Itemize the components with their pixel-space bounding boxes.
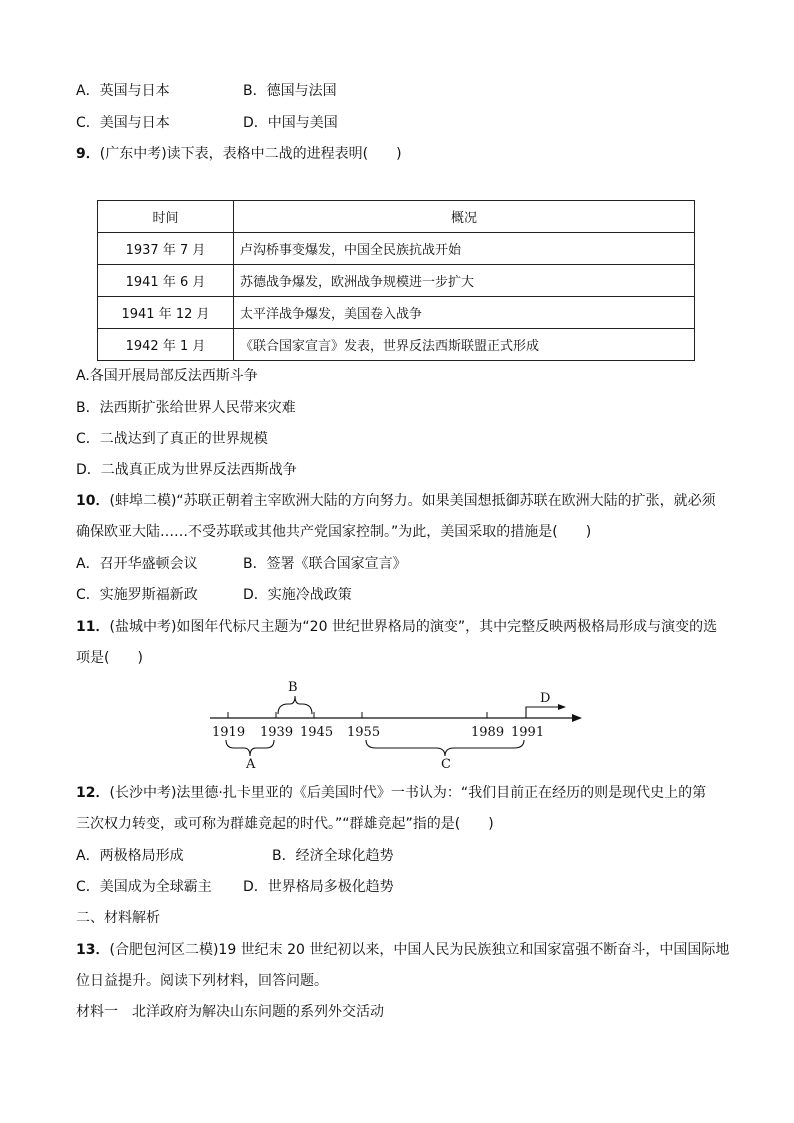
q8-option-d: D．中国与美国: [243, 115, 338, 131]
marker-d: [526, 707, 560, 718]
label-d: D: [540, 691, 551, 706]
q9-text: (广东中考)读下表，表格中二战的进程表明( ): [99, 146, 402, 162]
label-b: B: [288, 680, 298, 695]
year-1991: 1991: [511, 725, 545, 740]
q12-options-row2: [76, 877, 394, 897]
q10-options-row2: [76, 585, 352, 605]
q10-option-b: B．签署《联合国家宣言》: [243, 556, 407, 572]
q8-options-row2: [76, 113, 338, 133]
q11-stem-line1: [76, 617, 717, 637]
q10-option-d: D．实施冷战政策: [243, 587, 352, 603]
table-header-overview: 概况: [234, 201, 695, 233]
q13-material1: 材料一 北洋政府为解决山东问题的系列外交活动: [76, 1004, 384, 1020]
q13-stem-line2: 位日益提升。阅读下列材料，回答问题。: [76, 973, 328, 989]
q13-number: 13．: [76, 942, 110, 958]
q9-number: 9．: [76, 146, 100, 162]
q12-stem-line2: 三次权力转变，或可称为群雄竞起的时代。”“群雄竞起”指的是( ): [76, 816, 494, 832]
q12-option-a: A．两极格局形成: [76, 848, 184, 864]
q12-option-b: B．经济全球化趋势: [272, 848, 394, 864]
table-cell-overview: 苏德战争爆发，欧洲战争规模进一步扩大: [234, 265, 695, 297]
section-heading: 二、材料解析: [76, 910, 160, 926]
table-header-time: 时间: [98, 201, 234, 233]
table-cell-time: 1941 年 12 月: [98, 297, 234, 329]
q9-option-b: B．法西斯扩张给世界人民带来灾难: [76, 400, 296, 416]
q11-text-line1: (盐城中考)如图年代标尺主题为“20 世纪世界格局的演变”，其中完整反映两极格局形成与演变的选: [109, 619, 718, 635]
q9-table: [97, 200, 695, 361]
year-1939: 1939: [260, 725, 294, 740]
table-cell-overview: 太平洋战争爆发，美国卷入战争: [234, 297, 695, 329]
q11-timeline-figure: [200, 676, 600, 772]
year-1955: 1955: [347, 725, 381, 740]
brace-b: [278, 696, 312, 714]
q8-option-a: A．英国与日本: [76, 83, 170, 99]
q12-stem-line1: [76, 783, 706, 803]
q12-option-d: D．世界格局多极化趋势: [243, 879, 394, 895]
q8-options-row1: [76, 81, 337, 101]
q12-text-line1: (长沙中考)法里德·扎卡里亚的《后美国时代》一书认为：“我们目前正在经历的则是现代史上的第: [109, 785, 707, 801]
table-row: [98, 265, 695, 297]
q10-stem-line2: 确保欧亚大陆……不受苏联或其他共产党国家控制。”为此，美国采取的措施是( ): [76, 524, 592, 540]
label-c: C: [441, 757, 451, 772]
table-row: [98, 233, 695, 265]
table-cell-time: 1942 年 1 月: [98, 329, 234, 361]
q12-options-row1: [76, 846, 394, 866]
year-1945: 1945: [300, 725, 334, 740]
q9-stem: [76, 144, 402, 164]
table-row: [98, 297, 695, 329]
table-cell-time: 1937 年 7 月: [98, 233, 234, 265]
q13-stem-line1: [76, 940, 729, 960]
q8-option-c: C．美国与日本: [76, 115, 170, 131]
table-cell-overview: 《联合国家宣言》发表，世界反法西斯联盟正式形成: [234, 329, 695, 361]
q12-number: 12．: [76, 785, 110, 801]
q9-option-a: A.各国开展局部反法西斯斗争: [76, 368, 258, 384]
q10-option-c: C．实施罗斯福新政: [76, 587, 198, 603]
q8-option-b: B．德国与法国: [243, 83, 337, 99]
q9-option-d: D．二战真正成为世界反法西斯战争: [76, 462, 297, 478]
table-header-row: [98, 201, 695, 233]
table-cell-time: 1941 年 6 月: [98, 265, 234, 297]
q11-stem-line2: 项是( ): [76, 650, 143, 666]
table-row: [98, 329, 695, 361]
brace-c: [366, 740, 524, 756]
marker-d-arrow-icon: [558, 704, 566, 710]
year-1989: 1989: [471, 725, 505, 740]
q10-options-row1: [76, 554, 407, 574]
q13-text-line1: (合肥包河区二模)19 世纪末 20 世纪初以来，中国人民为民族独立和国家富强不断奋斗，中国国际地: [109, 942, 730, 958]
label-a: A: [246, 757, 256, 772]
q10-option-a: A．召开华盛顿会议: [76, 556, 198, 572]
q10-stem-line1: [76, 491, 716, 511]
table-cell-overview: 卢沟桥事变爆发，中国全民族抗战开始: [234, 233, 695, 265]
q10-number: 10．: [76, 493, 110, 509]
q11-number: 11．: [76, 619, 110, 635]
year-1919: 1919: [212, 725, 246, 740]
q9-option-c: C．二战达到了真正的世界规模: [76, 431, 268, 447]
timeline-arrow-icon: [572, 714, 582, 722]
brace-a: [226, 740, 274, 756]
q12-option-c: C．美国成为全球霸主: [76, 879, 212, 895]
q10-text-line1: (蚌埠二模)“苏联正朝着主宰欧洲大陆的方向努力。如果美国想抵御苏联在欧洲大陆的扩张，就必须: [109, 493, 716, 509]
